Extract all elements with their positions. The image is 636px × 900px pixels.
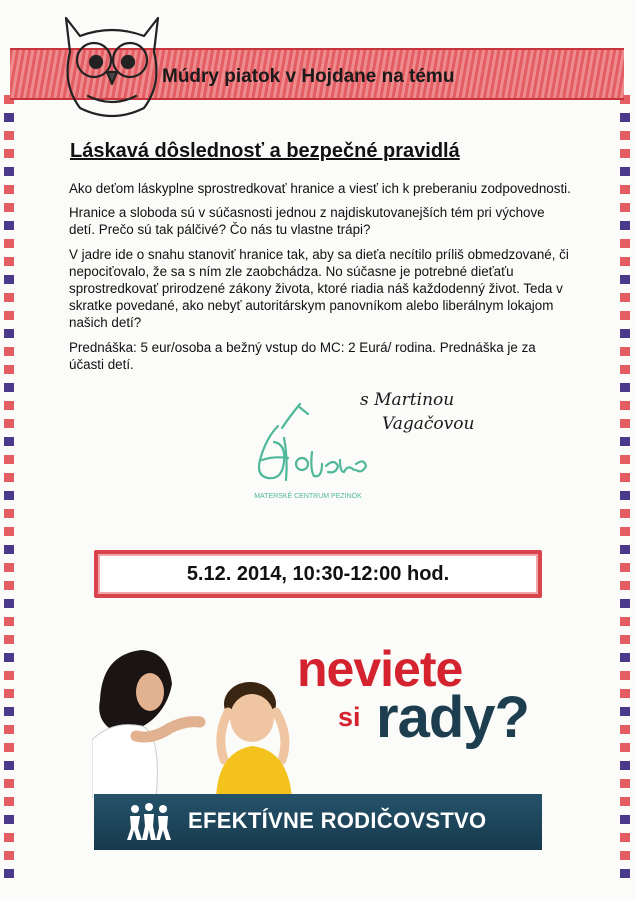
stripe-dash	[4, 851, 14, 860]
stripe-dash	[4, 491, 14, 500]
paragraph-core: V jadre ide o snahu stanoviť hranice tak, aby sa dieťa necítilo príliš obmedzované, či nepociťovalo, že sa s ním zle zaobchádza. No súčasne je potrebné dieťaťu sprostredkovať prirodzené zákony života, ktoré riadia náš každodenný život. Teda v skratke povedané, ako nebyť autoritárskym panovníkom alebo liberálnym lokajom našich detí?	[69, 246, 569, 331]
stripe-dash	[4, 293, 14, 302]
stripe-dash	[620, 365, 630, 374]
stripe-dash	[4, 833, 14, 842]
stripe-dash	[4, 149, 14, 158]
event-date-box	[94, 550, 542, 598]
stripe-dash	[4, 635, 14, 644]
stripe-dash	[620, 653, 630, 662]
stripe-dash	[620, 833, 630, 842]
stripe-dash	[4, 815, 14, 824]
stripe-dash	[620, 563, 630, 572]
family-icon	[126, 802, 172, 842]
stripe-dash	[620, 509, 630, 518]
stripe-dash	[620, 815, 630, 824]
stripe-dash	[620, 113, 630, 122]
stripe-dash	[620, 293, 630, 302]
stripe-dash	[620, 761, 630, 770]
stripe-dash	[4, 671, 14, 680]
stripe-dash	[4, 365, 14, 374]
stripe-dash	[4, 203, 14, 212]
paragraph-pricing: Prednáška: 5 eur/osoba a bežný vstup do MC: 2 Eurá/ rodina. Prednáška je za účasti detí.	[69, 339, 536, 372]
banner-text: EFEKTÍVNE RODIČOVSTVO	[188, 808, 487, 833]
stripe-dash	[620, 527, 630, 536]
left-border-stripe	[4, 95, 14, 885]
stripe-dash	[620, 347, 630, 356]
mother-child-illustration	[92, 640, 322, 798]
stripe-dash	[4, 257, 14, 266]
stripe-dash	[620, 419, 630, 428]
slogan-neviete: neviete	[297, 641, 463, 697]
stripe-dash	[4, 401, 14, 410]
hojdana-logo	[238, 398, 378, 508]
stripe-dash	[620, 851, 630, 860]
paragraph-topic: Hranice a sloboda sú v súčasnosti jednou z najdiskutovanejších tém pri výchove detí. Prečo sú tak pálčivé? Čo nás tu vlastne trápi?	[69, 205, 545, 238]
stripe-dash	[620, 545, 630, 554]
stripe-dash	[4, 617, 14, 626]
stripe-dash	[4, 527, 14, 536]
stripe-dash	[4, 779, 14, 788]
stripe-dash	[620, 185, 630, 194]
stripe-dash	[620, 149, 630, 158]
header-title: Múdry piatok v Hojdane na tému	[162, 66, 455, 87]
stripe-dash	[620, 797, 630, 806]
stripe-dash	[620, 239, 630, 248]
stripe-dash	[4, 239, 14, 248]
stripe-dash	[4, 563, 14, 572]
stripe-dash	[4, 383, 14, 392]
stripe-dash	[4, 311, 14, 320]
stripe-dash	[620, 491, 630, 500]
stripe-dash	[620, 617, 630, 626]
stripe-dash	[620, 203, 630, 212]
stripe-dash	[4, 221, 14, 230]
slogan-rady: rady?	[376, 685, 529, 750]
stripe-dash	[4, 797, 14, 806]
stripe-dash	[4, 131, 14, 140]
stripe-dash	[4, 653, 14, 662]
stripe-dash	[620, 401, 630, 410]
right-border-stripe	[620, 95, 630, 885]
stripe-dash	[4, 185, 14, 194]
stripe-dash	[4, 473, 14, 482]
stripe-dash	[620, 869, 630, 878]
owl-icon	[58, 12, 166, 124]
stripe-dash	[620, 743, 630, 752]
stripe-dash	[620, 311, 630, 320]
event-datetime: 5.12. 2014, 10:30-12:00 hod.	[186, 562, 450, 585]
stripe-dash	[4, 581, 14, 590]
handwritten-signature	[360, 388, 530, 436]
stripe-dash	[4, 545, 14, 554]
stripe-dash	[4, 761, 14, 770]
logo-subtitle: MATERSKÉ CENTRUM PEZINOK	[254, 493, 362, 500]
stripe-dash	[620, 275, 630, 284]
stripe-dash	[4, 725, 14, 734]
stripe-dash	[620, 329, 630, 338]
body-text	[69, 180, 574, 380]
stripe-dash	[620, 167, 630, 176]
stripe-dash	[4, 869, 14, 878]
paragraph-intro: Ako deťom láskyplne sprostredkovať hranice a viesť ich k preberaniu zodpovednosti.	[69, 181, 571, 196]
stripe-dash	[620, 221, 630, 230]
stripe-dash	[4, 509, 14, 518]
stripe-dash	[4, 743, 14, 752]
stripe-dash	[620, 689, 630, 698]
stripe-dash	[4, 329, 14, 338]
stripe-dash	[620, 437, 630, 446]
page-title: Láskavá dôslednosť a bezpečné pravidlá	[70, 140, 460, 162]
stripe-dash	[620, 383, 630, 392]
stripe-dash	[620, 257, 630, 266]
stripe-dash	[620, 473, 630, 482]
effective-parenting-banner	[94, 794, 542, 850]
stripe-dash	[4, 113, 14, 122]
stripe-dash	[4, 167, 14, 176]
stripe-dash	[4, 599, 14, 608]
stripe-dash	[4, 347, 14, 356]
stripe-dash	[4, 455, 14, 464]
signature-line-2: Vagačovou	[382, 414, 475, 434]
stripe-dash	[4, 707, 14, 716]
stripe-dash	[620, 131, 630, 140]
stripe-dash	[620, 581, 630, 590]
stripe-dash	[620, 455, 630, 464]
stripe-dash	[620, 599, 630, 608]
stripe-dash	[4, 275, 14, 284]
signature-line-1: s Martinou	[360, 390, 455, 410]
stripe-dash	[4, 689, 14, 698]
stripe-dash	[620, 725, 630, 734]
stripe-dash	[620, 707, 630, 716]
stripe-dash	[620, 779, 630, 788]
slogan-si: si	[338, 702, 361, 732]
stripe-dash	[620, 635, 630, 644]
stripe-dash	[4, 419, 14, 428]
stripe-dash	[4, 437, 14, 446]
stripe-dash	[620, 671, 630, 680]
